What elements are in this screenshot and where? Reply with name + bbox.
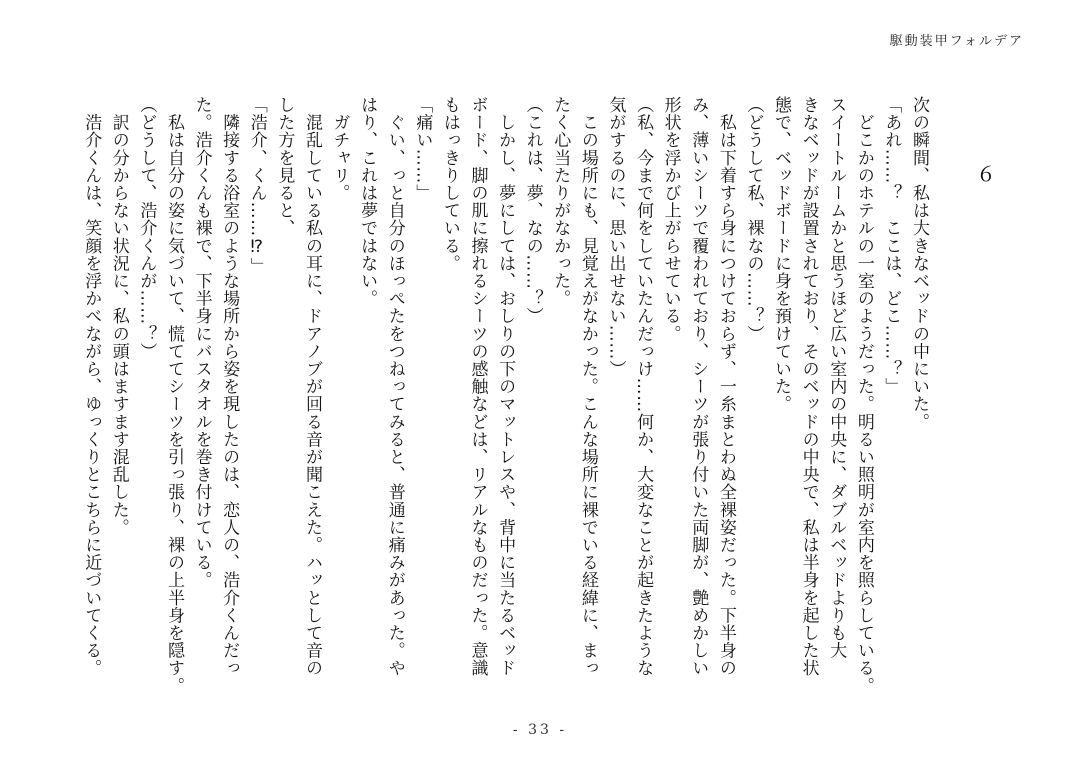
text-line: はり、これは夢ではない。: [357, 96, 378, 308]
text-line: どこかのホテルの一室のようだった。明るい照明が室内を照らしている。: [853, 96, 874, 695]
text-line: 訳の分からない状況に、私の頭はますます混乱した。: [108, 96, 129, 536]
text-line: （これは、夢、なの……？）: [522, 96, 543, 325]
text-line: この場所にも、見覚えがなかった。こんな場所に裸でいる経緯に、まっ: [577, 96, 598, 677]
book-title: 駆動装甲フォルデア: [889, 34, 1024, 49]
text-line: ぐい、っと自分のほっぺたをつねってみると、普通に痛みがあった。や: [384, 96, 405, 677]
vertical-body-text: [77, 96, 932, 696]
text-line: み、薄いシーツで覆われており、シーツが張り付いた両脚が、艶めかしい: [688, 96, 709, 677]
text-line: （どうして、浩介くんが……？）: [136, 96, 157, 360]
text-line: 形状を浮かび上がらせている。: [660, 96, 681, 343]
chapter-number: ６: [976, 162, 996, 186]
text-line: 「あれ……？ ここは、どこ……？」: [881, 96, 902, 396]
text-line: 「浩介、くん……⁉」: [246, 96, 267, 275]
text-line: きなベッドが設置されており、そのベッドの中央で、私は半身を起した状: [798, 96, 819, 677]
text-line: 浩介くんは、笑顔を浮かべながら、ゆっくりとこちらに近づいてくる。: [81, 96, 102, 677]
text-line: 次の瞬間、私は大きなベッドの中にいた。: [909, 96, 929, 431]
text-line: 混乱している私の耳に、ドアノブが回る音が聞こえた。ハッとして音の: [301, 96, 322, 677]
text-line: しかし、夢にしては、おしりの下のマットレスや、背中に当たるベッド: [495, 96, 516, 677]
text-line: 態で、ベッドボードに身を預けていた。: [771, 96, 792, 413]
text-line: たく心当たりがなかった。: [550, 96, 571, 308]
text-line: （私、今まで何をしていたんだっけ……何か、大変なことが起きたような: [633, 96, 654, 677]
text-line: 隣接する浴室のような場所から姿を現したのは、恋人の、浩介くんだっ: [219, 96, 240, 677]
text-line: 「痛い……」: [412, 96, 433, 202]
text-line: （どうして私、裸なの……？）: [743, 96, 764, 343]
text-line: 私は下着すら身につけておらず、一糸まとわぬ全裸姿だった。下半身の: [715, 96, 736, 677]
text-line: ボード、脚の肌に擦れるシーツの感触などは、リアルなものだった。意識: [467, 96, 488, 677]
text-line: 私は自分の姿に気づいて、慌ててシーツを引っ張り、裸の上半身を隠す。: [163, 96, 184, 695]
text-line: た。浩介くんも裸で、下半身にバスタオルを巻き付けている。: [191, 96, 212, 589]
text-line: スイートルームかと思うほど広い室内の中央に、ダブルベッドよりも大: [826, 96, 847, 660]
text-line: ガチャリ。: [329, 96, 350, 202]
text-line: した方を見ると、: [274, 96, 295, 237]
text-line: 気がするのに、思い出せない……）: [605, 96, 626, 378]
page-number: - 33 -: [512, 722, 568, 738]
text-line: もはっきりしている。: [439, 96, 460, 272]
